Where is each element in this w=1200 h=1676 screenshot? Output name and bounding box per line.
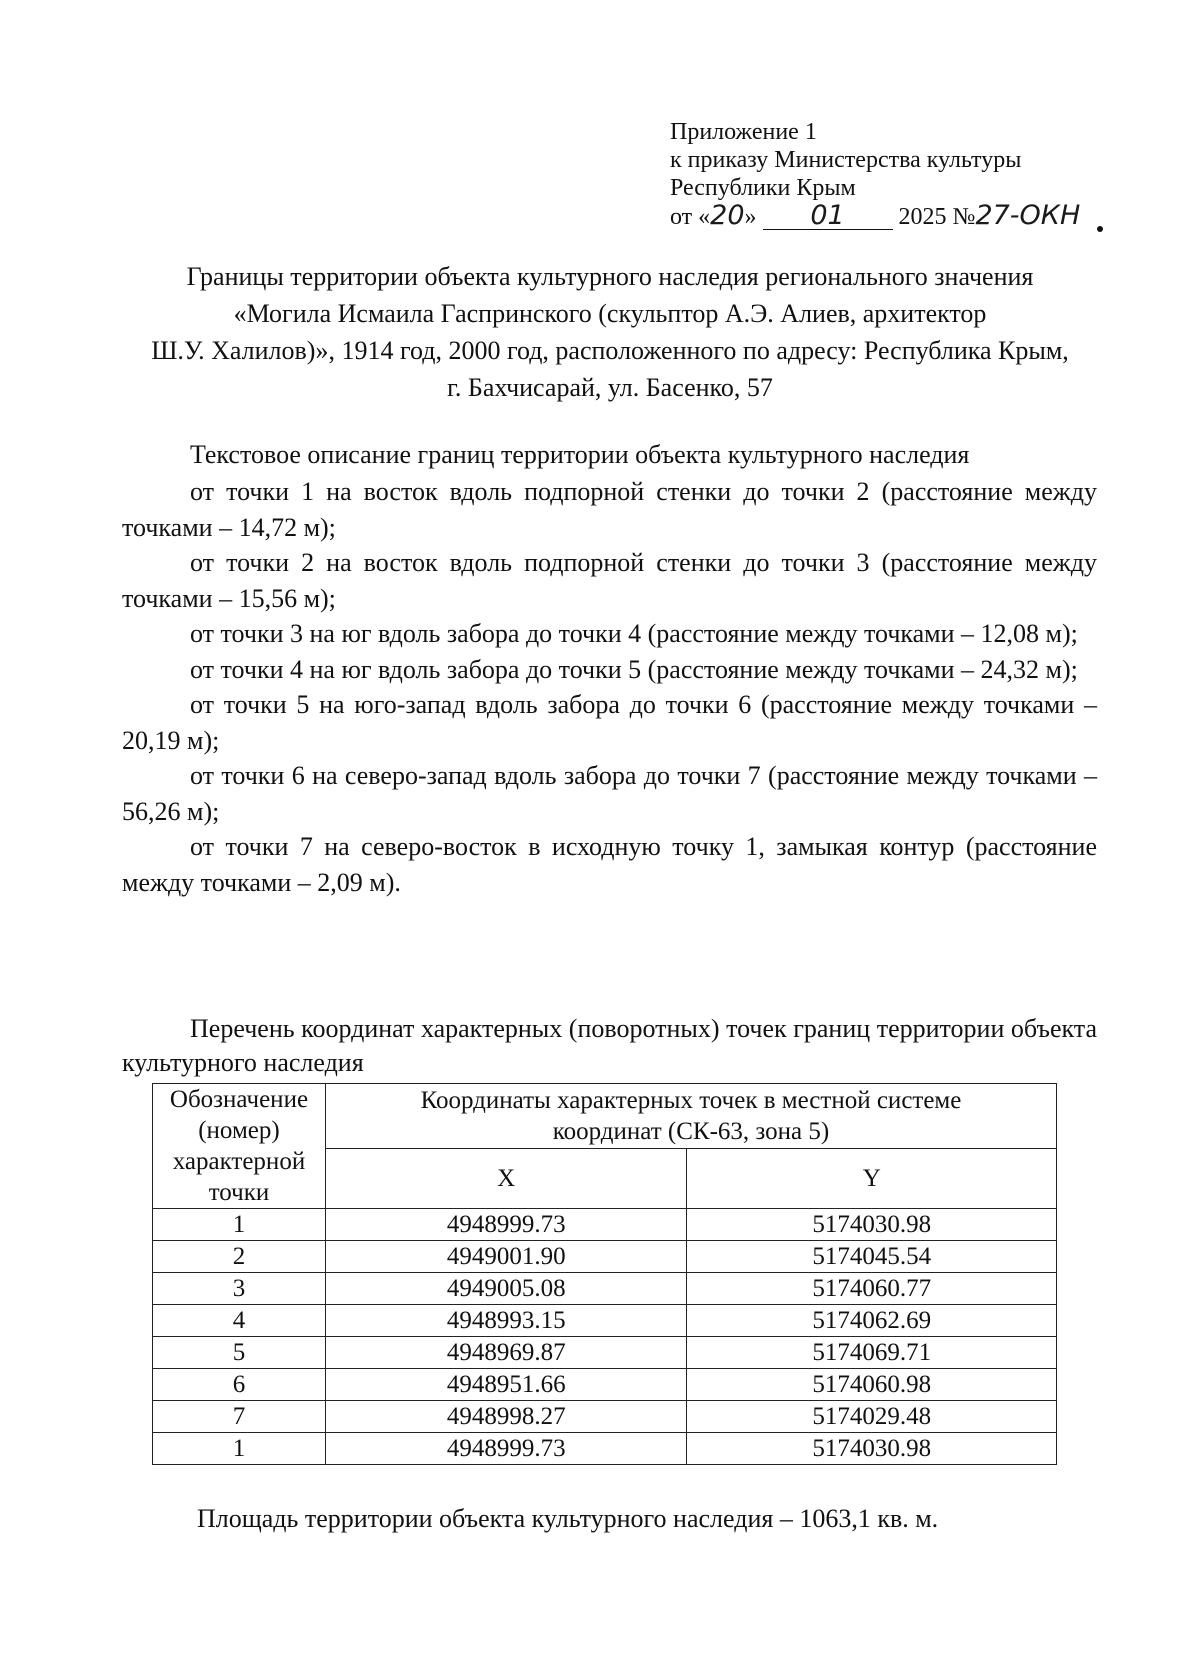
header-text: точки <box>208 1179 270 1206</box>
stamp-dot <box>1097 226 1103 232</box>
x-value: 4948999.73 <box>325 1433 687 1465</box>
coordinates-table <box>152 1083 1057 1465</box>
boundary-segment: от точки 4 на юг вдоль забора до точки 5 (расстояние между точками – 24,32 м); <box>190 654 1078 684</box>
boundary-segment: от точки 2 на восток вдоль подпорной стенки до точки 3 (расстояние между точками – 15,56 м); <box>122 548 1097 613</box>
title-line-1: Границы территории объекта культурного наследия регионального значения <box>186 262 1034 291</box>
point-number: 6 <box>153 1369 326 1401</box>
appendix-header <box>670 118 1080 231</box>
header-text: Координаты характерных точек в местной системе <box>420 1086 962 1114</box>
table-row <box>153 1337 1057 1369</box>
x-value: 4948999.73 <box>325 1209 687 1241</box>
header-text: характерной <box>172 1148 306 1175</box>
order-number: 27-ОКН <box>975 200 1081 231</box>
title-line-4: г. Бахчисарай, ул. Басенко, 57 <box>447 373 773 402</box>
point-number: 2 <box>153 1241 326 1273</box>
x-value: 4948969.87 <box>325 1337 687 1369</box>
x-value: 4948993.15 <box>325 1305 687 1337</box>
header-text: Обозначение <box>169 1086 309 1113</box>
y-value: 5174062.69 <box>687 1305 1057 1337</box>
point-number: 5 <box>153 1337 326 1369</box>
y-value: 5174060.77 <box>687 1273 1057 1305</box>
title-line-3: Ш.У. Халилов)», 1914 год, 2000 год, расположенного по адресу: Республика Крым, <box>151 336 1069 365</box>
header-text: (номер) <box>198 1117 280 1144</box>
y-value: 5174029.48 <box>687 1401 1057 1433</box>
point-number: 4 <box>153 1305 326 1337</box>
y-value: 5174060.98 <box>687 1369 1057 1401</box>
x-header: X <box>325 1148 687 1208</box>
point-number: 7 <box>153 1401 326 1433</box>
y-value: 5174030.98 <box>687 1209 1057 1241</box>
order-month: 01 <box>810 200 845 231</box>
order-month-field <box>763 200 893 231</box>
point-number: 3 <box>153 1273 326 1305</box>
from-prefix: от « <box>670 204 711 230</box>
table-row <box>153 1305 1057 1337</box>
coordinates-group-header <box>325 1084 1056 1149</box>
boundary-description <box>122 474 1097 900</box>
x-value: 4948998.27 <box>325 1401 687 1433</box>
description-heading: Текстовое описание границ территории объекта культурного наследия <box>190 440 970 469</box>
table-row <box>153 1241 1057 1273</box>
point-number: 1 <box>153 1209 326 1241</box>
order-day: 20 <box>710 200 745 231</box>
boundary-segment: от точки 1 на восток вдоль подпорной стенки до точки 2 (расстояние между точками – 14,72 м); <box>122 477 1097 542</box>
x-value: 4949005.08 <box>325 1273 687 1305</box>
day-close: » <box>744 204 757 230</box>
appendix-line-1: Приложение 1 <box>670 119 817 145</box>
order-year-no: 2025 № <box>898 204 976 230</box>
coordinates-heading: Перечень координат характерных (поворотных) точек границ территории объекта культурного наследия <box>122 1014 1097 1077</box>
territory-area: Площадь территории объекта культурного наследия – 1063,1 кв. м. <box>197 1504 939 1533</box>
boundary-segment: от точки 3 на юг вдоль забора до точки 4 (расстояние между точками – 12,08 м); <box>190 619 1078 648</box>
header-text: координат (СК-63, зона 5) <box>552 1117 830 1145</box>
y-value: 5174045.54 <box>687 1241 1057 1273</box>
appendix-line-2: к приказу Министерства культуры <box>670 147 1022 173</box>
x-value: 4948951.66 <box>325 1369 687 1401</box>
appendix-line-3: Республики Крым <box>670 175 856 201</box>
document-title <box>120 258 1100 406</box>
table-row <box>153 1401 1057 1433</box>
point-number-header <box>153 1084 326 1209</box>
point-number: 1 <box>153 1433 326 1465</box>
table-row <box>153 1273 1057 1305</box>
y-value: 5174030.98 <box>687 1433 1057 1465</box>
boundary-segment: от точки 7 на северо-восток в исходную точку 1, замыкая контур (расстояние между точками – 2,09 м). <box>122 832 1097 897</box>
order-date-line <box>670 202 1080 231</box>
x-value: 4949001.90 <box>325 1241 687 1273</box>
table-row <box>153 1209 1057 1241</box>
table-row <box>153 1369 1057 1401</box>
table-row <box>153 1433 1057 1465</box>
boundary-segment: от точки 5 на юго-запад вдоль забора до точки 6 (расстояние между точками – 20,19 м); <box>122 690 1097 755</box>
y-header: Y <box>687 1148 1057 1208</box>
title-line-2: «Могила Исмаила Гаспринского (скульптор А.Э. Алиев, архитектор <box>233 299 987 328</box>
boundary-segment: от точки 6 на северо-запад вдоль забора до точки 7 (расстояние между точками – 56,26 м); <box>122 761 1097 826</box>
y-value: 5174069.71 <box>687 1337 1057 1369</box>
